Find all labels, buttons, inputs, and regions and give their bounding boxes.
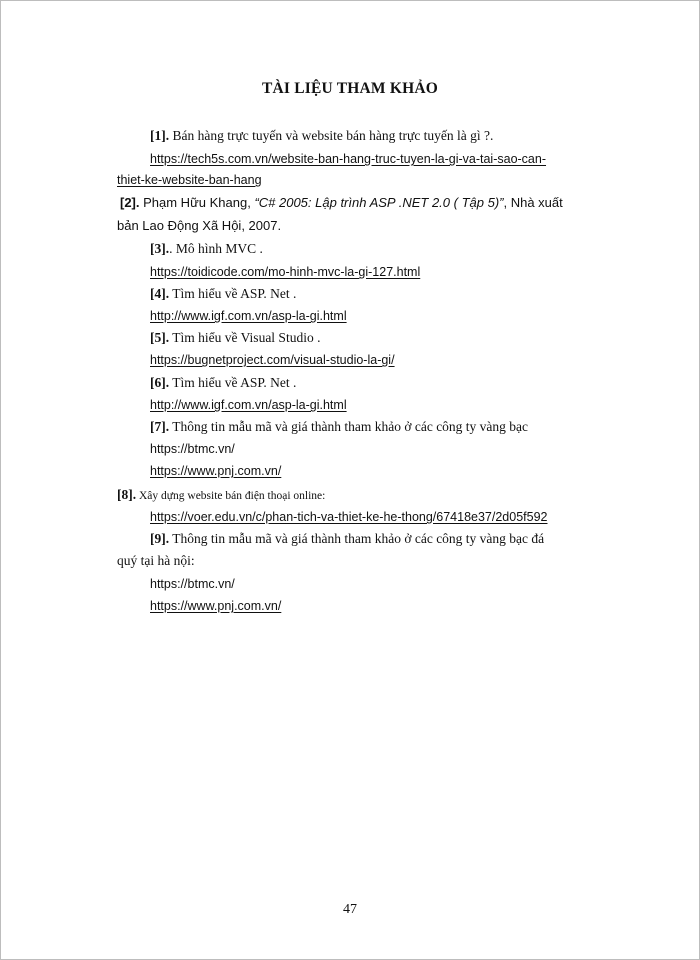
reference-8-link[interactable]: https://voer.edu.vn/c/phan-tich-va-thiet-ke-he-thong/67418e37/2d05f592: [150, 510, 548, 524]
reference-number: [5].: [150, 330, 170, 345]
reference-text: Tìm hiểu về ASP. Net .: [169, 375, 297, 390]
reference-1-link-cont[interactable]: thiet-ke-website-ban-hang: [117, 173, 262, 187]
reference-number: [9].: [150, 531, 170, 546]
reference-author: Phạm Hữu Khang,: [139, 195, 255, 210]
reference-text: Bán hàng trực tuyến và website bán hàng trực tuyến là gì ?.: [169, 128, 494, 143]
reference-9-link-2[interactable]: https://www.pnj.com.vn/: [150, 599, 282, 613]
reference-9-cont: quý tại hà nội:: [117, 553, 195, 568]
reference-book-title: “C# 2005: Lập trình ASP .NET 2.0 ( Tập 5)”: [254, 195, 504, 210]
reference-number: [6].: [150, 375, 170, 390]
reference-9: [150, 530, 544, 548]
reference-5: [150, 329, 320, 347]
reference-number: [1].: [150, 128, 170, 143]
reference-number: [3].: [150, 241, 170, 256]
reference-8: [117, 486, 325, 505]
reference-3: [150, 240, 263, 258]
reference-3-link[interactable]: https://toidicode.com/mo-hinh-mvc-la-gi-127.html: [150, 265, 421, 279]
reference-text: Xây dựng website bán điện thoại online:: [136, 490, 326, 502]
reference-number: [7].: [150, 419, 170, 434]
reference-number: [8].: [117, 487, 137, 502]
reference-1: [150, 127, 493, 145]
reference-publisher: , Nhà xuất: [503, 195, 563, 210]
page-title: TÀI LIỆU THAM KHẢO: [262, 80, 438, 97]
reference-9-link-1[interactable]: https://btmc.vn/: [150, 577, 235, 591]
reference-4-link[interactable]: http://www.igf.com.vn/asp-la-gi.html: [150, 309, 347, 323]
reference-5-link[interactable]: https://bugnetproject.com/visual-studio-la-gi/: [150, 353, 395, 367]
reference-number: [4].: [150, 286, 170, 301]
page-number: 47: [343, 902, 357, 917]
reference-text: Tìm hiểu về ASP. Net .: [169, 286, 297, 301]
reference-2-cont: bản Lao Động Xã Hội, 2007.: [117, 218, 282, 233]
reference-4: [150, 285, 296, 303]
reference-text: Thông tin mẫu mã và giá thành tham khảo ở các công ty vàng bạc: [169, 419, 529, 434]
reference-text: Tìm hiểu về Visual Studio .: [169, 330, 321, 345]
reference-7-link-2[interactable]: https://www.pnj.com.vn/: [150, 464, 282, 478]
reference-number: [2].: [120, 195, 140, 210]
reference-6: [150, 374, 296, 392]
reference-7: [150, 418, 528, 436]
reference-2: [120, 194, 563, 212]
reference-1-link[interactable]: https://tech5s.com.vn/website-ban-hang-truc-tuyen-la-gi-va-tai-sao-can-: [150, 152, 547, 166]
reference-text: . Mô hình MVC .: [169, 241, 263, 256]
reference-text: Thông tin mẫu mã và giá thành tham khảo ở các công ty vàng bạc đá: [169, 531, 545, 546]
reference-7-link-1[interactable]: https://btmc.vn/: [150, 442, 235, 456]
reference-6-link[interactable]: http://www.igf.com.vn/asp-la-gi.html: [150, 398, 347, 412]
